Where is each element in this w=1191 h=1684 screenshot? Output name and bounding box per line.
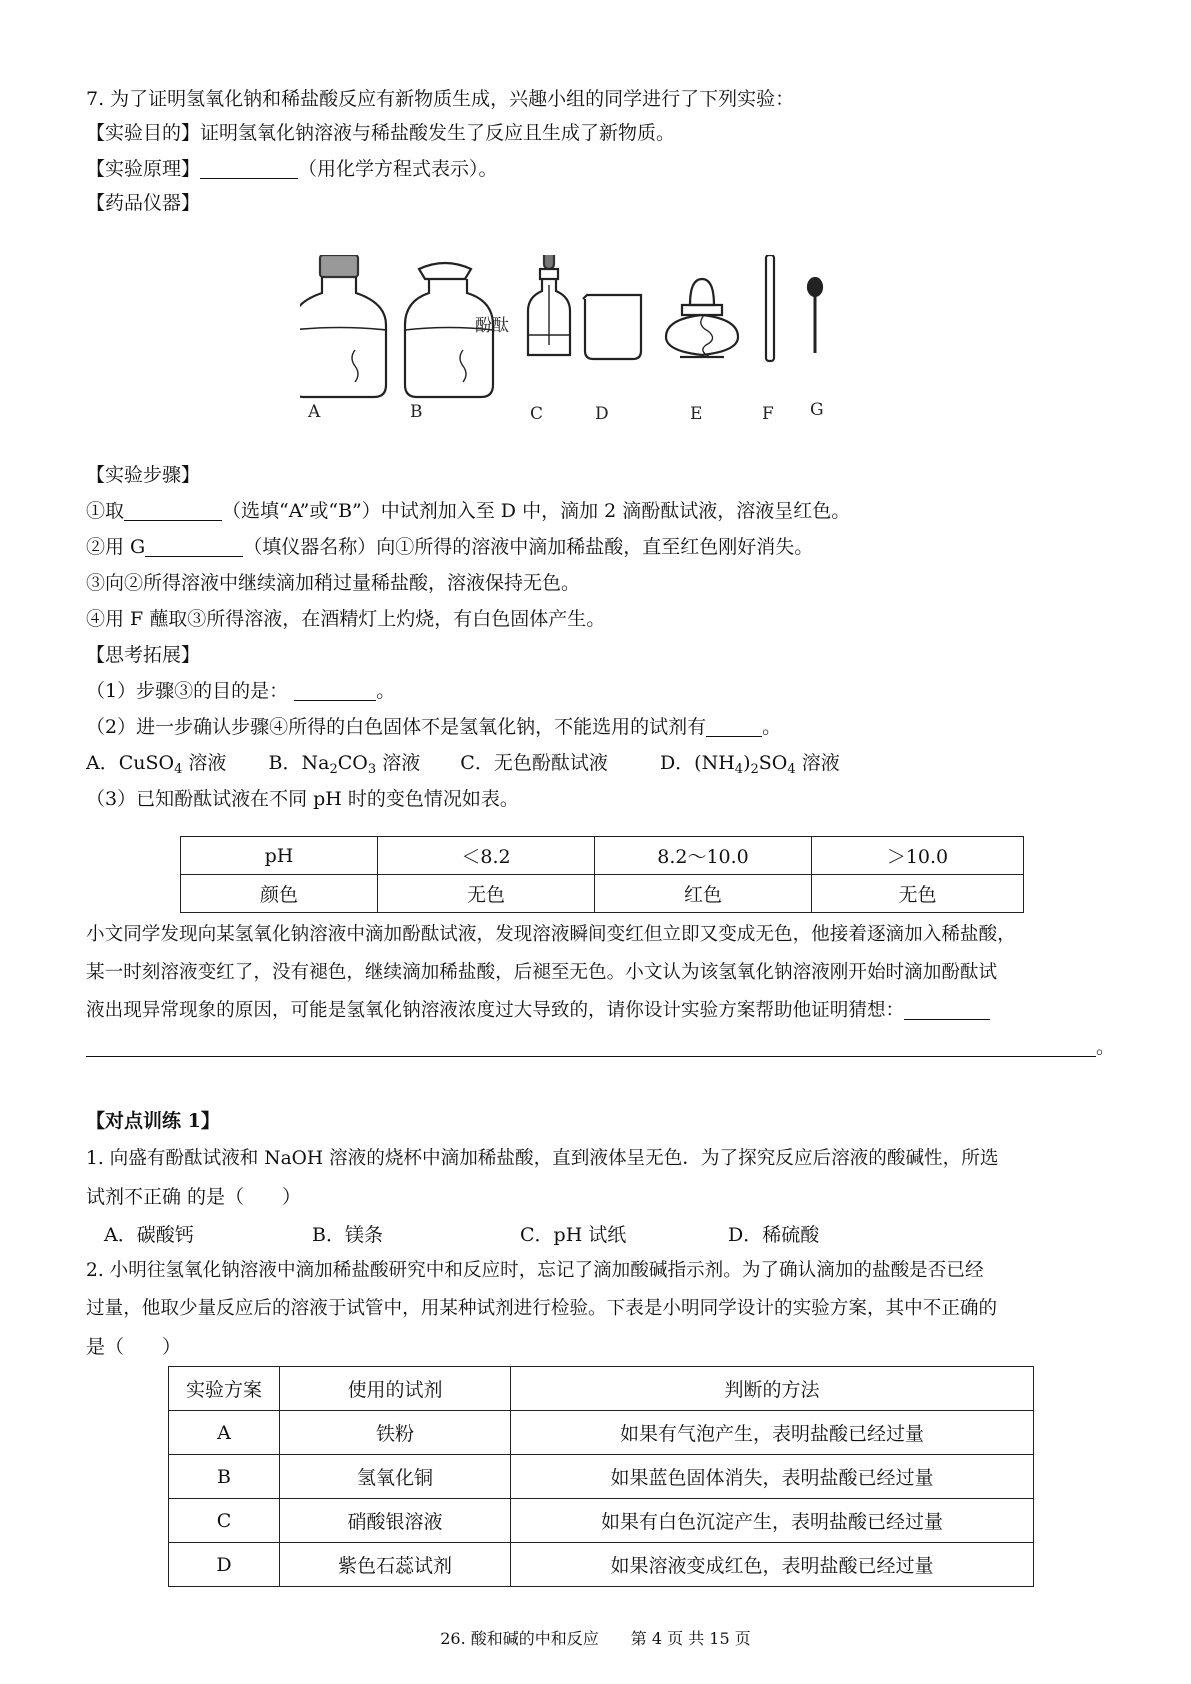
paragraph-line-1: 小文同学发现向某氢氧化钠溶液中滴加酚酞试液，发现溶液瞬间变红但立即又变成无色，他接着逐滴加入稀盐酸，: [86, 924, 1016, 945]
think-1-text: （1）步骤③的目的是：: [86, 680, 289, 702]
step-1: [86, 498, 850, 524]
step-2-end: （填仪器名称）向①所得的溶液中滴加稀盐酸，直至红色刚好消失。: [243, 536, 814, 558]
think-2-blank: [706, 716, 762, 737]
table-cell: 氢氧化铜: [280, 1455, 511, 1499]
table-cell: pH: [181, 837, 378, 875]
table-row: [169, 1543, 1034, 1587]
page-footer: 26. 酸和碱的中和反应 第 4 页 共 15 页: [440, 1629, 751, 1648]
q7-purpose: 【实验目的】证明氢氧化钠溶液与稀盐酸发生了反应且生成了新物质。: [86, 122, 676, 144]
table-cell: B: [169, 1455, 280, 1499]
q1-option-c: C．pH 试纸: [520, 1224, 627, 1246]
table-cell: 如果蓝色固体消失，表明盐酸已经过量: [511, 1455, 1034, 1499]
table-row: [169, 1411, 1034, 1455]
label-d: D: [595, 404, 609, 424]
table-row: [181, 837, 1024, 875]
answer-blank: [904, 999, 990, 1020]
table-cell: ＜8.2: [378, 837, 595, 875]
option-c: C．无色酚酞试液: [460, 752, 608, 774]
table-cell: 无色: [378, 875, 595, 913]
paragraph-line-3: [86, 998, 990, 1024]
table-row: [169, 1455, 1034, 1499]
table-cell: 颜色: [181, 875, 378, 913]
option-b: B．$Na_2CO_3$ 溶液: [268, 752, 421, 777]
dropper-g-icon: [808, 278, 822, 353]
q7-principle: [86, 156, 498, 182]
training-head: 【对点训练 1】: [86, 1110, 220, 1132]
label-b: B: [410, 402, 423, 422]
instruments-head: 【药品仪器】: [86, 192, 201, 214]
table-cell: 硝酸银溶液: [280, 1499, 511, 1543]
table-cell: C: [169, 1499, 280, 1543]
step-1-blank: [124, 500, 222, 521]
q1-option-d: D．稀硫酸: [728, 1224, 820, 1246]
think-2-options: [86, 750, 840, 783]
paragraph-line-2: 某一时刻溶液变红了，没有褪色，继续滴加稀盐酸，后褪至无色。小文认为该氢氧化钠溶液刚开始时滴加酚酞试: [86, 962, 998, 983]
table-cell: A: [169, 1411, 280, 1455]
think-2: [86, 714, 781, 740]
answer-end: 。: [1096, 1036, 1116, 1058]
q7-title: 7. 为了证明氢氧化钠和稀盐酸反应有新物质生成，兴趣小组的同学进行了下列实验：: [86, 88, 795, 110]
think-head: 【思考拓展】: [86, 644, 201, 666]
think-1-blank: [294, 680, 376, 701]
think-3: （3）已知酚酞试液在不同 pH 时的变色情况如表。: [86, 788, 519, 810]
step-3: ③向②所得溶液中继续滴加稍过量稀盐酸，溶液保持无色。: [86, 572, 581, 594]
training-q1-line-1: 1. 向盛有酚酞试液和 NaOH 溶液的烧杯中滴加稀盐酸，直到液体呈无色．为了探究反应后溶液的酸碱性，所选: [86, 1148, 999, 1169]
table-header-cell: 判断的方法: [511, 1367, 1034, 1411]
table-cell: ＞10.0: [812, 837, 1024, 875]
step-1-start: ①取: [86, 500, 125, 522]
step-2: [86, 534, 813, 560]
glass-rod-f-icon: [766, 255, 774, 361]
training-q1-line-2: 试剂不正确 的是（ ）: [86, 1186, 302, 1208]
table-header-row: [169, 1367, 1034, 1411]
bottle-a-icon: [300, 255, 386, 397]
think-1: [86, 678, 395, 704]
table-cell: 如果有白色沉淀产生，表明盐酸已经过量: [511, 1499, 1034, 1543]
training-q2-line-3: 是（ ）: [86, 1336, 182, 1358]
label-f: F: [762, 404, 774, 424]
think-1-end: 。: [376, 680, 396, 702]
principle-blank: [200, 158, 298, 179]
option-a: A．CuSO$_4$ 溶液: [86, 752, 227, 777]
step-1-end: （选填“A”或“B”）中试剂加入至 D 中，滴加 2 滴酚酞试液，溶液呈红色。: [222, 500, 851, 522]
table-cell: 红色: [595, 875, 812, 913]
label-c: C: [530, 404, 544, 424]
q1-option-a: A．碳酸钙: [104, 1224, 194, 1246]
alcohol-lamp-e-icon: [666, 279, 738, 357]
table-cell: 铁粉: [280, 1411, 511, 1455]
option-d: D．$(NH_4)_2SO_4$ 溶液: [659, 752, 840, 777]
step-2-blank: [145, 536, 243, 557]
apparatus-figure: [300, 255, 900, 435]
table-row: [181, 875, 1024, 913]
table-cell: 无色: [812, 875, 1024, 913]
training-q2-line-1: 2. 小明往氢氧化钠溶液中滴加稀盐酸研究中和反应时，忘记了滴加酸碱指示剂。为了确认滴加的盐酸是否已经: [86, 1260, 984, 1281]
table-cell: 紫色石蕊试剂: [280, 1543, 511, 1587]
phenolphthalein-label: 酚酞: [475, 316, 509, 336]
table-cell: 如果有气泡产生，表明盐酸已经过量: [511, 1411, 1034, 1455]
table-cell: 如果溶液变成红色，表明盐酸已经过量: [511, 1543, 1034, 1587]
table-header-cell: 使用的试剂: [280, 1367, 511, 1411]
table-cell: D: [169, 1543, 280, 1587]
label-g: G: [810, 400, 824, 420]
steps-head: 【实验步骤】: [86, 464, 201, 486]
ph-color-table: [180, 836, 1024, 913]
dropper-bottle-c-icon: [528, 255, 570, 355]
label-a: A: [308, 402, 321, 422]
beaker-d-icon: [583, 295, 641, 359]
training-q2-line-2: 过量，他取少量反应后的溶液于试管中，用某种试剂进行检验。下表是小明同学设计的实验方案，其中不正确的: [86, 1298, 998, 1319]
principle-head: 【实验原理】: [86, 158, 201, 180]
answer-line: [86, 1034, 1115, 1060]
step-4: ④用 F 蘸取③所得溶液，在酒精灯上灼烧，有白色固体产生。: [86, 608, 606, 630]
experiment-plan-table: [168, 1366, 1034, 1587]
table-cell: 8.2～10.0: [595, 837, 812, 875]
principle-tail: （用化学方程式表示）。: [298, 158, 498, 180]
think-2-end: 。: [762, 716, 782, 738]
table-header-cell: 实验方案: [169, 1367, 280, 1411]
answer-long-blank: [86, 1036, 1096, 1057]
table-row: [169, 1499, 1034, 1543]
paragraph-line-3-text: 液出现异常现象的原因，可能是氢氧化钠溶液浓度过大导致的，请你设计实验方案帮助他证明猜想：: [86, 1000, 905, 1021]
q1-option-b: B．镁条: [312, 1224, 383, 1246]
training-q1-options: [104, 1222, 819, 1248]
think-2-text: （2）进一步确认步骤④所得的白色固体不是氢氧化钠，不能选用的试剂有: [86, 716, 707, 738]
label-e: E: [690, 404, 703, 424]
step-2-start: ②用 G: [86, 536, 146, 558]
